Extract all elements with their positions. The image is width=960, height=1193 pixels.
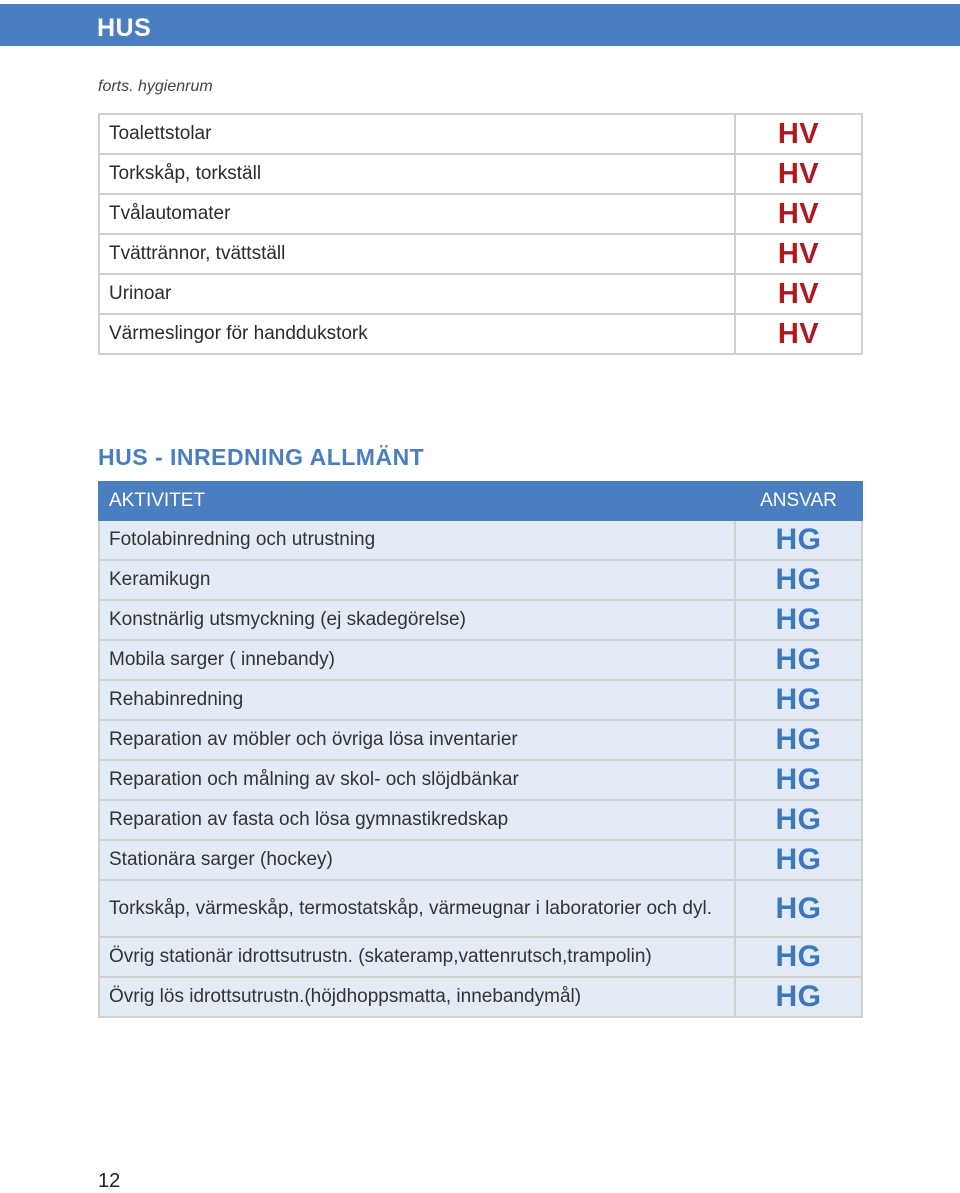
table-row xyxy=(99,720,862,760)
table-row xyxy=(99,640,862,680)
page-title: HUS xyxy=(97,14,152,42)
responsible-code: HG xyxy=(735,977,862,1017)
item-cell: Reparation av fasta och lösa gymnastikredskap xyxy=(99,800,735,840)
inredning-table xyxy=(98,481,863,1018)
responsible-code: HV xyxy=(735,114,862,154)
responsible-code: HG xyxy=(735,560,862,600)
responsible-code: HV xyxy=(735,274,862,314)
responsible-code: HG xyxy=(735,600,862,640)
responsible-code: HV xyxy=(735,194,862,234)
item-cell: Tvättrännor, tvättställ xyxy=(99,234,735,274)
table-row xyxy=(99,234,862,274)
page-number: 12 xyxy=(98,1170,121,1192)
item-cell: Konstnärlig utsmyckning (ej skadegörelse) xyxy=(99,600,735,640)
table-row xyxy=(99,800,862,840)
item-cell: Värmeslingor för handdukstork xyxy=(99,314,735,354)
column-header-activity: AKTIVITET xyxy=(99,482,735,520)
responsible-code: HV xyxy=(735,154,862,194)
table-row xyxy=(99,560,862,600)
table-row xyxy=(99,114,862,154)
responsible-code: HG xyxy=(735,520,862,560)
table-row xyxy=(99,520,862,560)
table-row xyxy=(99,274,862,314)
item-cell: Urinoar xyxy=(99,274,735,314)
table-row xyxy=(99,977,862,1017)
table-row xyxy=(99,154,862,194)
item-cell: Torkskåp, värmeskåp, termostatskåp, värmeugnar i laboratorier och dyl. xyxy=(99,880,735,937)
section-title: HUS - INREDNING ALLMÄNT xyxy=(98,444,425,470)
item-cell: Keramikugn xyxy=(99,560,735,600)
responsible-code: HG xyxy=(735,937,862,977)
table-row xyxy=(99,937,862,977)
item-cell: Övrig lös idrottsutrustn.(höjdhoppsmatta, innebandymål) xyxy=(99,977,735,1017)
item-cell: Stationära sarger (hockey) xyxy=(99,840,735,880)
responsible-code: HV xyxy=(735,314,862,354)
table-row xyxy=(99,840,862,880)
table-row xyxy=(99,880,862,937)
item-cell: Toalettstolar xyxy=(99,114,735,154)
header-bar xyxy=(0,4,960,46)
table-row xyxy=(99,600,862,640)
table-row xyxy=(99,194,862,234)
table-row xyxy=(99,680,862,720)
table-row xyxy=(99,760,862,800)
item-cell: Övrig stationär idrottsutrustn. (skateramp,vattenrutsch,trampolin) xyxy=(99,937,735,977)
section-subtitle: forts. hygienrum xyxy=(98,78,213,95)
responsible-code: HG xyxy=(735,640,862,680)
responsible-code: HG xyxy=(735,880,862,937)
table-header-row xyxy=(99,482,862,520)
item-cell: Rehabinredning xyxy=(99,680,735,720)
responsible-code: HG xyxy=(735,680,862,720)
item-cell: Reparation av möbler och övriga lösa inventarier xyxy=(99,720,735,760)
column-header-responsible: ANSVAR xyxy=(735,482,862,520)
item-cell: Tvålautomater xyxy=(99,194,735,234)
responsible-code: HG xyxy=(735,760,862,800)
responsible-code: HV xyxy=(735,234,862,274)
item-cell: Fotolabinredning och utrustning xyxy=(99,520,735,560)
responsible-code: HG xyxy=(735,800,862,840)
item-cell: Mobila sarger ( innebandy) xyxy=(99,640,735,680)
hygienrum-table xyxy=(98,113,863,355)
table-row xyxy=(99,314,862,354)
item-cell: Reparation och målning av skol- och slöjdbänkar xyxy=(99,760,735,800)
responsible-code: HG xyxy=(735,840,862,880)
responsible-code: HG xyxy=(735,720,862,760)
item-cell: Torkskåp, torkställ xyxy=(99,154,735,194)
